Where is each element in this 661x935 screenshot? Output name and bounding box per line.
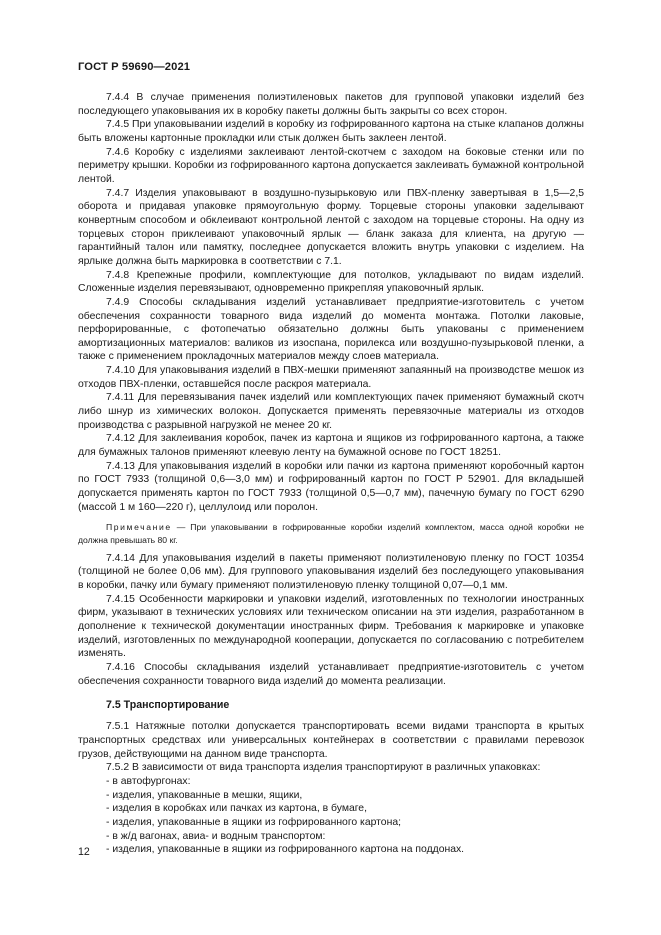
note-label: Примечание (106, 522, 172, 533)
paragraph-7-4-6: 7.4.6 Коробку с изделиями заклеивают лентой-скотчем с заходом на боковые стенки или по периметру крышки. Коробки из гофрированного картона допускается заклеивать бумажной контрольной лентой. (78, 146, 584, 185)
paragraph-7-4-15: 7.4.15 Особенности маркировки и упаковки изделий, изготовленных по технологии иностранных фирм, указывают в технических условиях или техническом описании на эти изделия, разработанном в дополнение к технической документации иностранных фирм. Требования к маркировке и упаковке изделий, изготовленных по международной кооперации, допускается по согласованию с потребителем изменять. (78, 593, 584, 660)
paragraph-7-5-1: 7.5.1 Натяжные потолки допускается транспортировать всеми видами транспорта в крытых транспортных средствах или универсальных контейнерах в соответствии с правилами перевозок грузов, действующими на данном виде транспорта. (78, 721, 584, 760)
paragraph-7-4-5: 7.4.5 При упаковывании изделий в коробку из гофрированного картона на стыке клапанов должны быть вложены картонные прокладки или стык должен быть заклеен лентой. (78, 119, 584, 144)
section-heading-7-5: 7.5 Транспортирование (106, 699, 230, 712)
paragraph-7-4-7: 7.4.7 Изделия упаковывают в воздушно-пузырьковую или ПВХ-пленку завертывая в 1,5—2,5 оборота и придавая упаковке прямоугольную форму. Торцевые стороны упаковки заделывают конвертным способом и обклеивают контрольной лентой с заходом на торцевые стороны. На одну из торцевых сторон приклеивают упаковочный ярлык — бланк заказа для клиента, на другую — гарантийный талон или памятку, последнее допускается вложить внутрь упаковки с изделием. На ярлыке должна быть маркировка в соответствии с 7.1. (78, 187, 584, 267)
document-body (78, 91, 584, 857)
paragraph-7-4-4: 7.4.4 В случае применения полиэтиленовых пакетов для групповой упаковки изделий без последующего упаковывания их в коробку пакеты должны быть закрыты со всех сторон. (78, 92, 584, 117)
document-header: ГОСТ Р 59690—2021 (78, 61, 191, 73)
note-text: — При упаковывании в гофрированные коробки изделий комплектом, масса одной коробки не должна превышать 80 кг. (78, 522, 584, 545)
page-number: 12 (78, 846, 90, 858)
list-item: - изделия, упакованные в мешки, ящики, (106, 789, 303, 801)
paragraph-7-4-11: 7.4.11 Для перевязывания пачек изделий или комплектующих пачек применяют бумажный скотч либо шнур из химических волокон. Допускается применять перевязочные материалы из отходов производства с разрывной нагрузкой не менее 20 кг. (78, 392, 584, 431)
paragraph-7-4-13: 7.4.13 Для упаковывания изделий в коробки или пачки из картона применяют коробочный картон по ГОСТ 7933 (толщиной 0,6—3,0 мм) и гофрированный картон по ГОСТ Р 52901. Для вкладышей допускается применять картон по ГОСТ 7933 (толщиной 0,5—0,7 мм), пачечную бумагу по ГОСТ 6290 (массой 1 м 160—220 г), целлулоид или поролон. (78, 460, 584, 513)
paragraph-7-4-14: 7.4.14 Для упаковывания изделий в пакеты применяют полиэтиленовую пленку по ГОСТ 10354 (толщиной не более 0,06 мм). Для группового упаковывания изделий без последующего упаковывания в коробки, пачку или бумагу применяют полиэтиленовую пленку толщиной 0,07—0,1 мм. (78, 552, 584, 592)
list-item: - изделия в коробках или пачках из картона, в бумаге, (106, 803, 367, 815)
list-item: - в ж/д вагонах, авиа- и водным транспортом: (106, 830, 326, 842)
note (78, 521, 584, 545)
paragraph-7-5-2: 7.5.2 В зависимости от вида транспорта изделия транспортируют в различных упаковках: (106, 762, 541, 774)
list-item: - изделия, упакованные в ящики из гофрированного картона; (106, 816, 401, 828)
paragraph-7-4-16: 7.4.16 Способы складывания изделий устанавливает предприятие-изготовитель с учетом обеспечения сохранности товарного вида изделий до момента реализации. (78, 662, 584, 687)
paragraph-7-4-9: 7.4.9 Способы складывания изделий устанавливает предприятие-изготовитель с учетом обеспечения сохранности товарного вида изделий до момента монтажа. Потолки лаковые, перфорированные, с фотопечатью обязательно должны быть упакованы с применением амортизационных материалов: валиков из изоспана, порилекса или воздушно-пузырьковой пленки, а также с применением прокладочных материалов между слоев материала. (78, 296, 584, 363)
paragraph-7-4-12: 7.4.12 Для заклеивания коробок, пачек из картона и ящиков из гофрированного картона, а также для бумажных талонов применяют клеевую ленту на бумажной основе по ГОСТ 18251. (78, 433, 584, 459)
paragraph-7-4-8: 7.4.8 Крепежные профили, комплектующие для потолков, укладывают по видам изделий. Сложенные изделия перевязывают, одновременно прикрепляя упаковочный ярлык. (78, 269, 584, 295)
list-item: - изделия, упакованные в ящики из гофрированного картона на поддонах. (106, 844, 465, 856)
paragraph-7-4-10: 7.4.10 Для упаковывания изделий в ПВХ-мешки применяют запаянный на производстве мешок из отходов ПВХ-пленки, оставшейся после раскроя материала. (78, 365, 584, 390)
list-item: - в автофургонах: (106, 775, 191, 787)
